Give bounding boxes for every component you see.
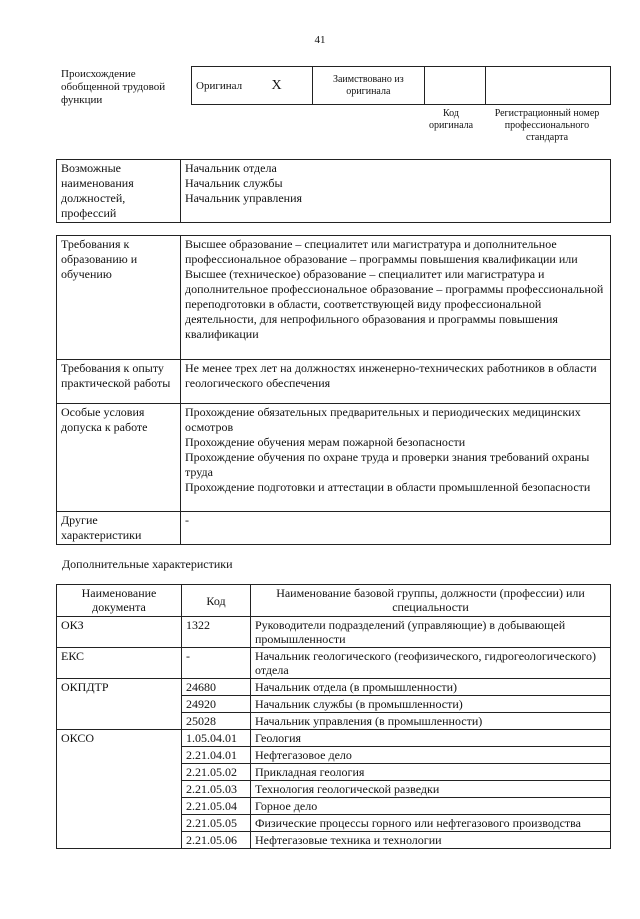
origin-table (191, 66, 611, 105)
name-cell: Начальник отдела (в промышленности) (251, 679, 611, 696)
req-experience-label: Требования к опыту практической работы (57, 360, 181, 404)
name-cell: Горное дело (251, 798, 611, 815)
code-cell: 2.21.04.01 (182, 747, 251, 764)
header-code: Код (182, 585, 251, 617)
original-label: Оригинал (196, 79, 243, 92)
origin-label: Происхождение обобщенной трудовой функции (61, 68, 166, 106)
doc-okz: ОКЗ (57, 617, 182, 648)
code-cell: 2.21.05.06 (182, 832, 251, 849)
code-original-label: Код оригинала (428, 108, 474, 131)
code-cell: 24920 (182, 696, 251, 713)
code-cell: 2.21.05.03 (182, 781, 251, 798)
req-education-label: Требования к образованию и обучению (57, 236, 181, 360)
code-cell: 1322 (182, 617, 251, 648)
name-cell: Прикладная геология (251, 764, 611, 781)
position-item: Начальник отдела (185, 161, 277, 175)
name-cell: Руководители подразделений (управляющие) в добывающей промышленности (251, 617, 611, 648)
req-condition-line: Прохождение обучения мерам пожарной безопасности (185, 435, 466, 449)
code-cell: 2.21.05.04 (182, 798, 251, 815)
code-cell: 2.21.05.05 (182, 815, 251, 832)
name-cell: Нефтегазовые техника и технологии (251, 832, 611, 849)
req-education-line: Высшее (техническое) образование – специалитет или магистратура и дополнительное профессиональное образование – программы профессиональной переподготовки в области, соответствующей виду профессиональной деятельности, для непрофильного образования и программы повышения квалификации (185, 267, 604, 341)
req-other-label: Другие характеристики (57, 512, 181, 545)
doc-eks: ЕКС (57, 648, 182, 679)
doc-okso: ОКСО (57, 730, 182, 849)
reg-number-label: Регистрационный номер профессионального стандарта (494, 108, 600, 143)
reg-number-cell (486, 67, 611, 105)
code-cell: - (182, 648, 251, 679)
positions-table (56, 159, 611, 223)
code-cell: 24680 (182, 679, 251, 696)
header-name: Наименование базовой группы, должности (профессии) или специальности (251, 585, 611, 617)
req-conditions-label: Особые условия допуска к работе (57, 404, 181, 512)
req-education-line: Высшее образование – специалитет или магистратура и дополнительное профессиональное образование – программы повышения квалификации или (185, 237, 578, 266)
name-cell: Физические процессы горного или нефтегазового производства (251, 815, 611, 832)
name-cell: Нефтегазовое дело (251, 747, 611, 764)
req-condition-line: Прохождение обучения по охране труда и проверки знания требований охраны труда (185, 450, 590, 479)
positions-label: Возможные наименования должностей, профессий (57, 160, 181, 223)
name-cell: Начальник службы (в промышленности) (251, 696, 611, 713)
header-doc: Наименование документа (57, 585, 182, 617)
borrowed-label: Заимствовано из оригинала (332, 73, 404, 97)
name-cell: Геология (251, 730, 611, 747)
position-item: Начальник службы (185, 176, 283, 190)
doc-okpdtr: ОКПДТР (57, 679, 182, 730)
code-cell: 25028 (182, 713, 251, 730)
code-cell: 2.21.05.02 (182, 764, 251, 781)
req-condition-line: Прохождение подготовки и аттестации в области промышленной безопасности (185, 480, 591, 494)
req-experience-line: Не менее трех лет на должностях инженерно-технических работников в области геологического обеспечения (185, 361, 597, 390)
original-mark: X (271, 77, 282, 93)
name-cell: Технология геологической разведки (251, 781, 611, 798)
name-cell: Начальник управления (в промышленности) (251, 713, 611, 730)
req-condition-line: Прохождение обязательных предварительных и периодических медицинских осмотров (185, 405, 581, 434)
req-other-line: - (185, 513, 189, 527)
requirements-table (56, 235, 611, 545)
code-cell (425, 67, 486, 105)
section-title: Дополнительные характеристики (62, 557, 233, 571)
name-cell: Начальник геологического (геофизического, гидрогеологического) отдела (251, 648, 611, 679)
additional-table (56, 584, 611, 849)
page-number: 41 (314, 34, 326, 46)
code-cell: 1.05.04.01 (182, 730, 251, 747)
position-item: Начальник управления (185, 191, 303, 205)
